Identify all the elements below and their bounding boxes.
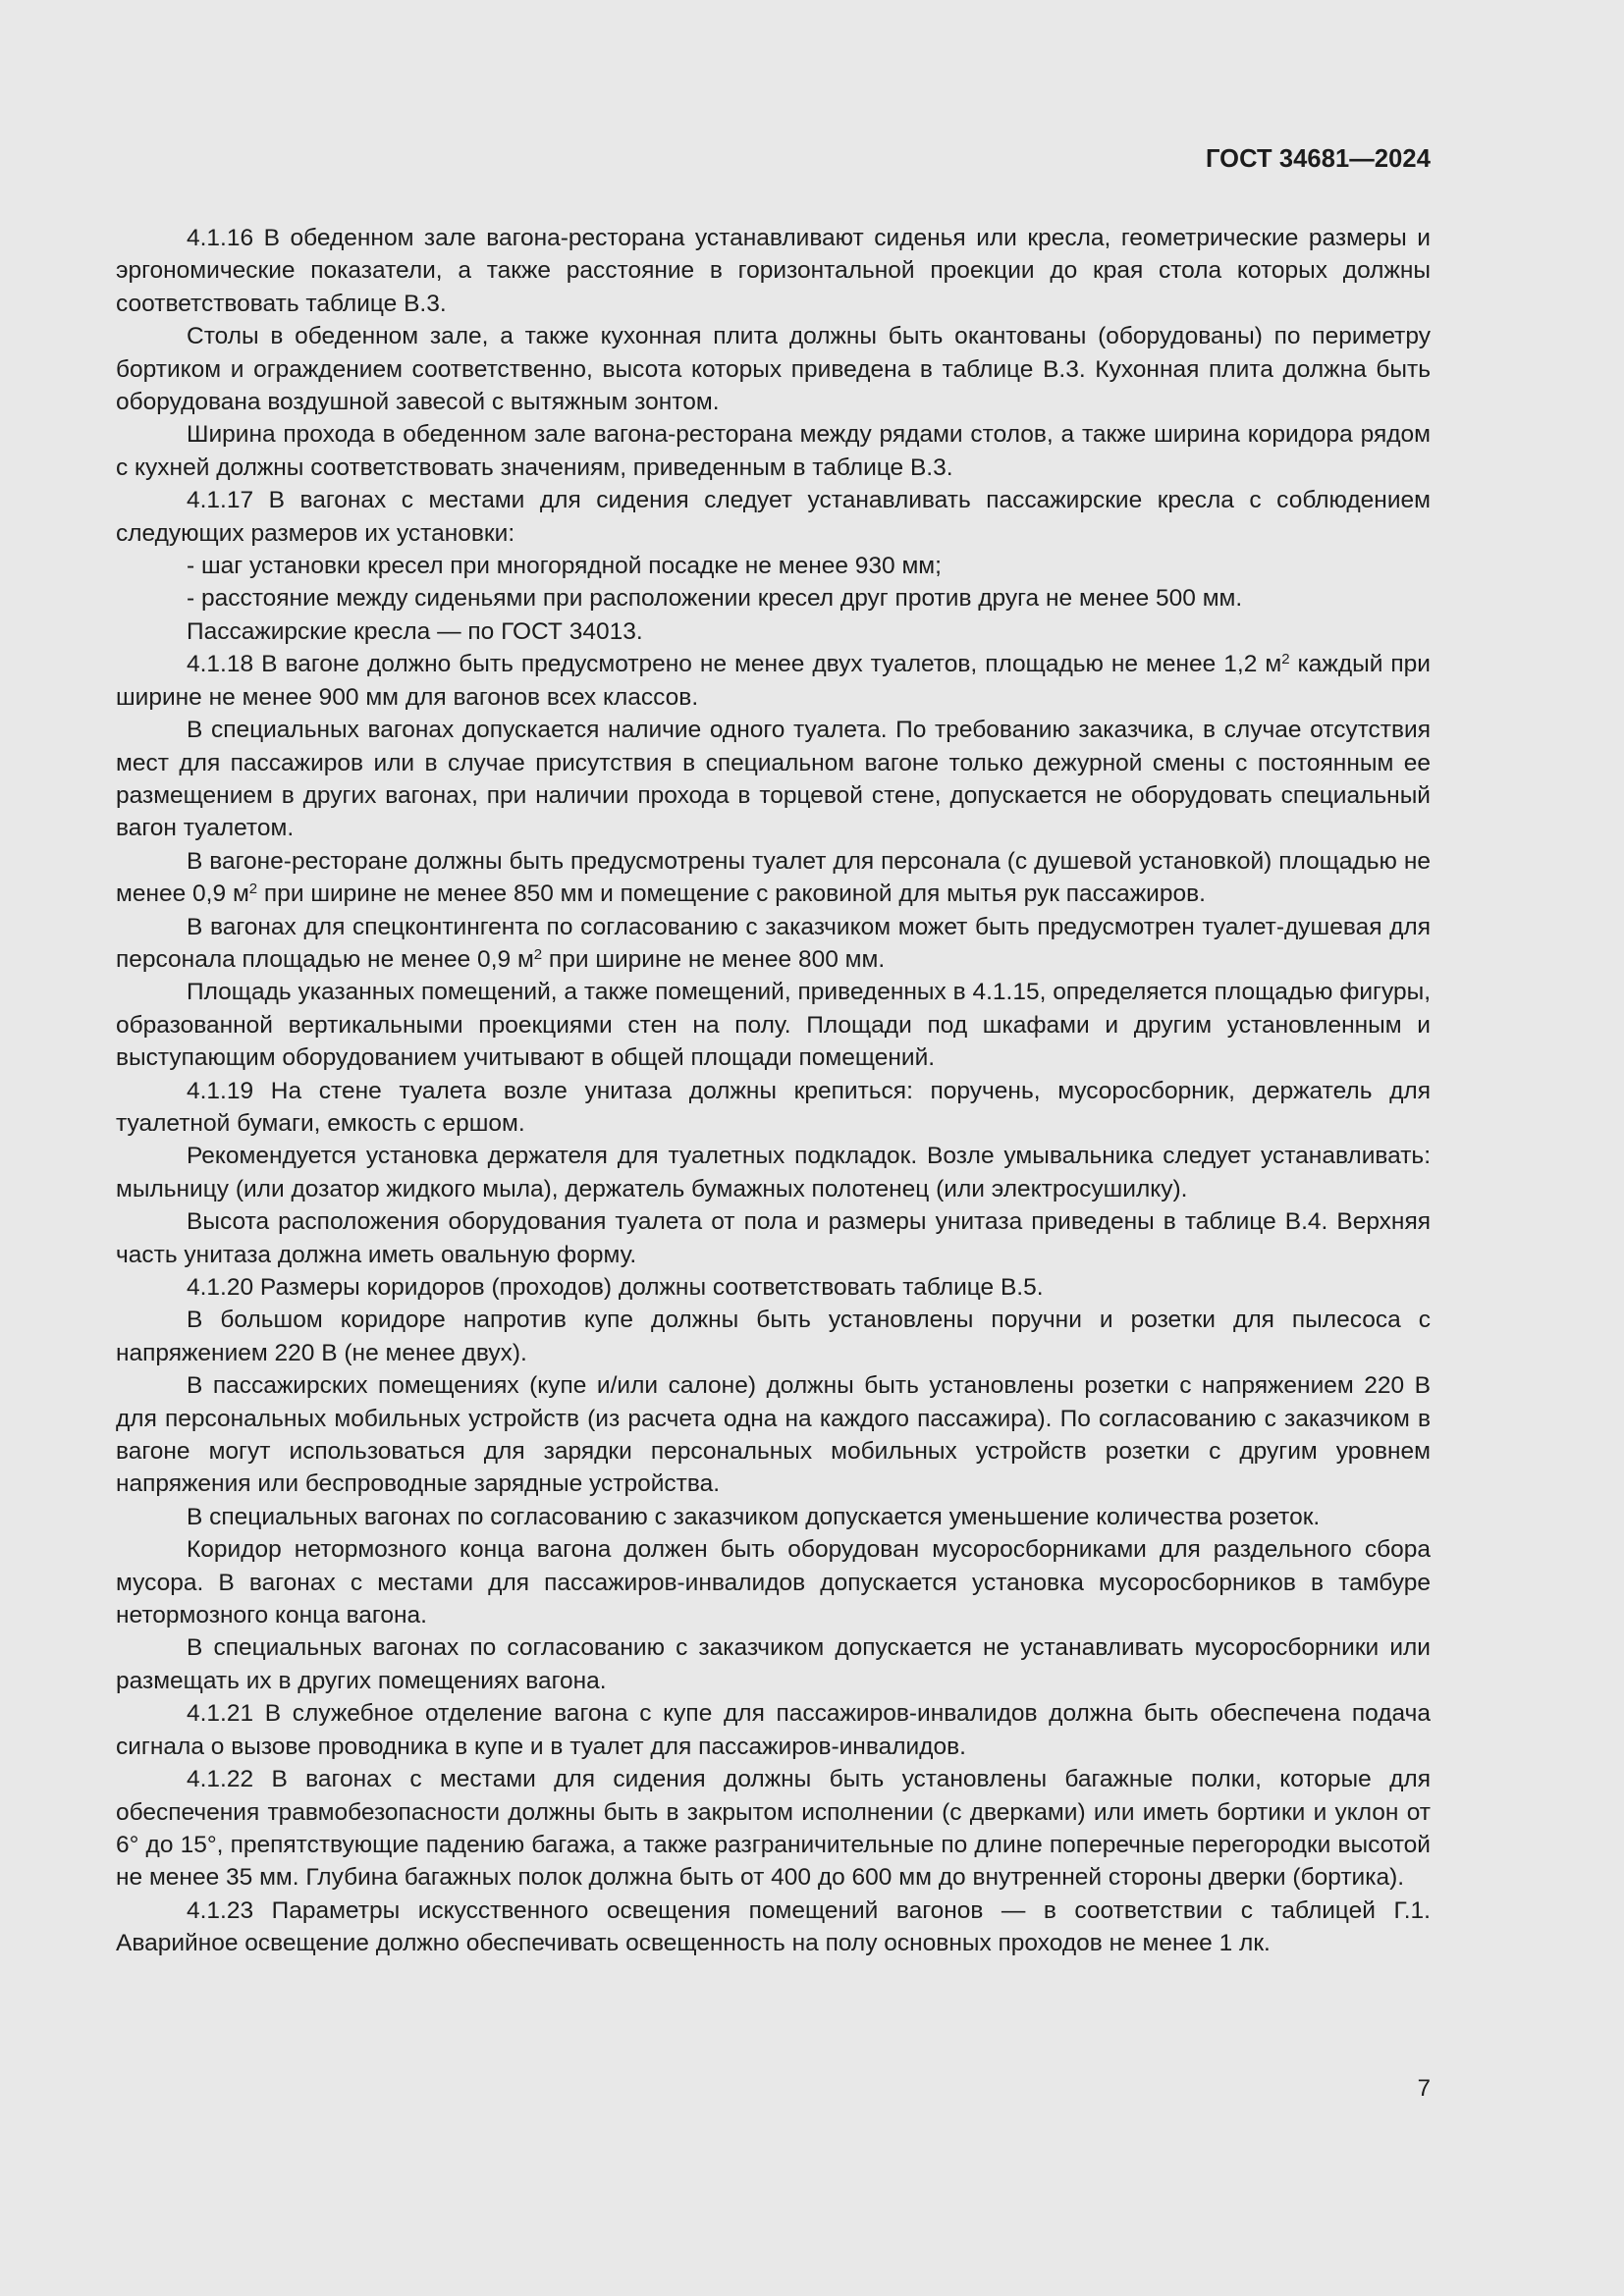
paragraph-corridor-sockets: В большом коридоре напротив купе должны быть установлены поручни и розетки для пылесоса с напряжением 220 В (не менее двух). [116,1307,1431,1366]
paragraph-passage-width: Ширина прохода в обеденном зале вагона-ресторана между рядами столов, а также ширина коридора рядом с кухней должны соответствовать значениям, приведенным в таблице В.3. [116,421,1431,481]
paragraph-toilet-height: Высота расположения оборудования туалета от пола и размеры унитаза приведены в таблице В.4. Верхняя часть унитаза должна иметь овальную форму. [116,1208,1431,1268]
paragraph-4-1-20: 4.1.20 Размеры коридоров (проходов) должны соответствовать таблице В.5. [187,1274,1044,1301]
paragraph-washbasin-equipment: Рекомендуется установка держателя для туалетных подкладок. Возле умывальника следует устанавливать: мыльницу (или дозатор жидкого мыла), держатель бумажных полотенец (или электросушилку). [116,1143,1431,1202]
paragraph-fewer-sockets: В специальных вагонах по согласованию с заказчиком допускается уменьшение количества розеток. [187,1503,1321,1530]
paragraph-4-1-22: 4.1.22 В вагонах с местами для сидения должны быть установлены багажные полки, которые для обеспечения травмобезопасности должны быть в закрытом исполнении (с дверками) или иметь бортики и уклон от 6° до 15°, препятствующие падению багажа, а также разграничительные по длине поперечные перегородки высотой не менее 35 мм. Глубина багажных полок должна быть от 400 до 600 мм до внутренней стороны дверки (бортика). [116,1766,1431,1892]
paragraph-special-waste-bins: В специальных вагонах по согласованию с заказчиком допускается не устанавливать мусоросборники или размещать их в других помещениях вагона. [116,1634,1431,1694]
paragraph-passenger-sockets: В пассажирских помещениях (купе и/или салоне) должны быть установлены розетки с напряжением 220 В для персональных мобильных устройств (из расчета одна на каждого пассажира). По согласованию с заказчиком в вагоне могут использоваться для зарядки персональных мобильных устройств розетки с другим уровнем напряжения или беспроводные зарядные устройства. [116,1372,1431,1498]
document-body [116,222,1431,1960]
document-header: ГОСТ 34681—2024 [1205,145,1431,173]
paragraph-area-definition: Площадь указанных помещений, а также помещений, приведенных в 4.1.15, определяется площадью фигуры, образованной вертикальными проекциями стен на полу. Площади под шкафами и другим установленным и выступающим оборудованием учитывают в общей площади помещений. [116,979,1431,1072]
paragraph-restaurant-toilet: В вагоне-ресторане должны быть предусмотрены туалет для персонала (с душевой установкой) площадью не менее 0,9 $м^2$ при ширине не менее 850 мм и помещение с раковиной для мытья рук пассажиров. [116,847,1431,908]
paragraph-4-1-19: 4.1.19 На стене туалета возле унитаза должны крепиться: поручень, мусоросборник, держатель для туалетной бумаги, емкость с ершом. [116,1077,1431,1137]
paragraph-4-1-16: 4.1.16 В обеденном зале вагона-ресторана устанавливают сиденья или кресла, геометрические размеры и эргономические показатели, а также расстояние в горизонтальной проекции до края стола которых должны соответствовать таблице В.3. [116,225,1431,317]
list-item-seat-pitch: - шаг установки кресел при многорядной посадке не менее 930 мм; [187,553,942,580]
list-item-seat-distance: - расстояние между сиденьями при расположении кресел друг против друга не менее 500 мм. [187,585,1243,613]
paragraph-4-1-21: 4.1.21 В служебное отделение вагона с купе для пассажиров-инвалидов должна быть обеспечена подача сигнала о вызове проводника в купе и в туалет для пассажиров-инвалидов. [116,1700,1431,1760]
paragraph-waste-bins: Коридор нетормозного конца вагона должен быть оборудован мусоросборниками для раздельного сбора мусора. В вагонах с местами для пассажиров-инвалидов допускается установка мусоросборников в тамбуре нетормозного конца вагона. [116,1536,1431,1629]
paragraph-4-1-23: 4.1.23 Параметры искусственного освещения помещений вагонов — в соответствии с таблицей Г.1. Аварийное освещение должно обеспечивать освещенность на полу основных проходов не менее 1 лк. [116,1896,1431,1957]
paragraph-seats-standard: Пассажирские кресла — по ГОСТ 34013. [187,617,643,645]
paragraph-4-1-18: 4.1.18 В вагоне должно быть предусмотрено не менее двух туалетов, площадью не менее 1,2 $м^2$ каждый при ширине не менее 900 мм для вагонов всех классов. [116,651,1431,711]
paragraph-special-contingent: В вагонах для спецконтингента по согласованию с заказчиком может быть предусмотрен туалет-душевая для персонала площадью не менее 0,9 $м^2$ при ширине не менее 800 мм. [116,913,1431,973]
paragraph-special-wagons-toilet: В специальных вагонах допускается наличие одного туалета. По требованию заказчика, в случае отсутствия мест для пассажиров или в случае присутствия в специальном вагоне только дежурной смены с постоянным ее размещением в других вагонах, при наличии прохода в торцевой стене, допускается не оборудовать специальный вагон туалетом. [116,717,1431,842]
paragraph-tables-border: Столы в обеденном зале, а также кухонная плита должны быть окантованы (оборудованы) по периметру бортиком и ограждением соответственно, высота которых приведена в таблице В.3. Кухонная плита должна быть оборудована воздушной завесой с вытяжным зонтом. [116,323,1431,416]
paragraph-4-1-17: 4.1.17 В вагонах с местами для сидения следует устанавливать пассажирские кресла с соблюдением следующих размеров их установки: [116,487,1431,547]
page-number: 7 [1417,2075,1431,2102]
